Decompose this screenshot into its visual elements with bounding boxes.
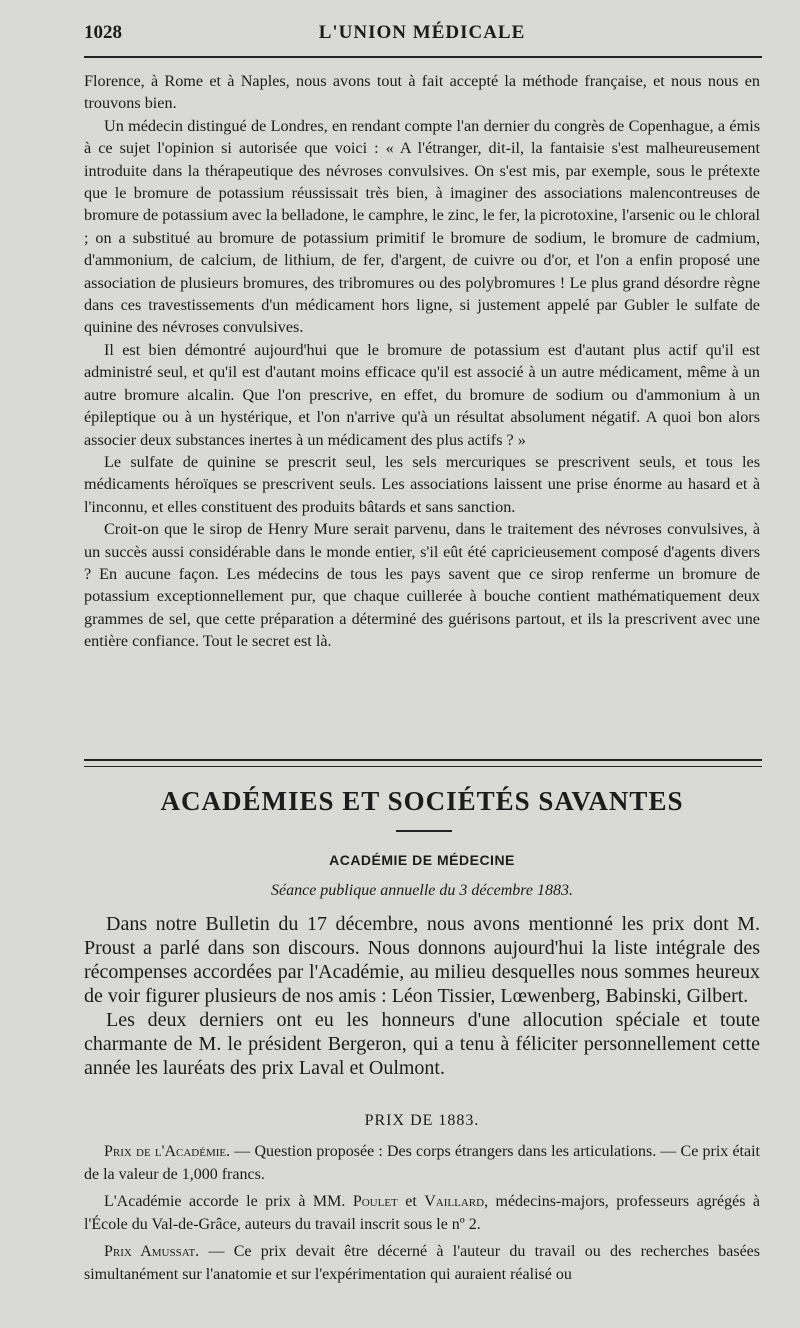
session-subtitle: Séance publique annuelle du 3 décembre 1883. [271, 882, 573, 899]
prize-list [84, 1140, 760, 1290]
award-text: , médecins-majors, professeurs agrégés à l'École du Val-de-Grâce, auteurs du travail inscrit sous le nº 2. [84, 1193, 760, 1233]
paragraph: Un médecin distingué de Londres, en rendant compte l'an dernier du congrès de Copenhague, a émis à ce sujet l'opinion si autorisée que voici : « A l'étranger, dit-il, la fantaisie s'est malheureusement introduite dans la thérapeutique des névroses convulsives. On s'est mis, par exemple, sous le prétexte que le bromure de potassium réussissait très bien, à imaginer des associations malencontreuses de bromure de potassium avec la belladone, le camphre, le zinc, le fer, la picrotoxine, l'arsenic ou le chloral ; on a substitué au bromure de potassium primitif le bromure de sodium, le bromure de cadmium, d'ammonium, de calcium, de lithium, de fer, d'argent, de cuivre ou d'or, et l'on a enfin proposé une association de plusieurs bromures, des tribromures ou des polybromures ! Le plus grand désordre règne dans ces travestissements d'un médicament hors ligne, si justement appelé par Gubler le sulfate de quinine des névroses convulsives. [84, 116, 760, 337]
section-divider [84, 759, 762, 767]
paragraph: Croit-on que le sirop de Henry Mure serait parvenu, dans le traitement des névroses convulsives, à un succès aussi considérable dans le monde entier, s'il eût été capricieusement composé d'agents divers ? En aucune façon. Les médecins de tous les pays savent que ce sirop renferme un bromure de potassium exceptionnellement pur, que chaque cuillerée à bouche contient mathématiquement deux grammes de sel, que cette préparation a déterminé des guérisons partout, et ils la prescrivent avec une entière confiance. Tout le secret est là. [84, 520, 760, 651]
header-rule [84, 56, 762, 58]
prize-name: Prix de l'Académie. [104, 1143, 231, 1160]
award-text: L'Académie accorde le prix à MM. [104, 1193, 353, 1210]
laureate-name: Vaillard [424, 1193, 485, 1210]
prize-entry [84, 1240, 760, 1286]
prize-description: — Question proposée : Des corps étrangers dans les articulations. — Ce prix était de la valeur de 1,000 francs. [84, 1143, 760, 1183]
award-text: et [397, 1193, 425, 1210]
laureate-name: Poulet [352, 1193, 398, 1210]
article-body [84, 70, 760, 653]
academy-heading: ACADÉMIE DE MÉDECINE [329, 852, 515, 868]
paragraph: Le sulfate de quinine se prescrit seul, les sels mercuriques se prescrivent seuls, et tous les médicaments héroïques se prescrivent seuls. Les associations laissent une prise énorme au hasard et à l'inconnu, et elles constituent des produits bâtards et sans sanction. [84, 452, 760, 516]
bulletin-text [84, 912, 760, 1080]
paragraph: Il est bien démontré aujourd'hui que le bromure de potassium est d'autant plus actif qu'il est administré seul, et qu'il est d'autant moins efficace qu'il est associé à un autre médicament, même à un autre bromure alcalin. Que l'on prescrive, en effet, du bromure de sodium ou d'ammonium à un épileptique ou à un hystérique, et l'on n'arrive qu'à un résultat absolument négatif. A quoi bon alors associer deux substances inertes à un médicament des plus actifs ? » [84, 340, 760, 449]
section-title: ACADÉMIES ET SOCIÉTÉS SAVANTES [160, 786, 684, 816]
paragraph: Dans notre Bulletin du 17 décembre, nous avons mentionné les prix dont M. Proust a parlé dans son discours. Nous donnons aujourd'hui la liste intégrale des récompenses accordées par l'Académie, au milieu desquelles nous sommes heureux de voir figurer plusieurs de nos amis : Léon Tissier, Lœwenberg, Babinski, Gilbert. [84, 913, 760, 1007]
prize-award [84, 1190, 760, 1236]
prize-description: — Ce prix devait être décerné à l'auteur du travail ou des recherches basées simultanément sur l'anatomie et sur l'expérimentation qui auraient réalisé ou [84, 1243, 760, 1283]
prize-entry [84, 1140, 760, 1186]
paragraph: Florence, à Rome et à Naples, nous avons tout à fait accepté la méthode française, et nous nous en trouvons bien. [84, 72, 760, 113]
prize-list-heading: PRIX DE 1883. [364, 1112, 480, 1129]
paragraph: Les deux derniers ont eu les honneurs d'une allocution spéciale et toute charmante de M. le président Bergeron, qui a tenu à féliciter personnellement cette année les lauréats des prix Laval et Oulmont. [84, 1009, 760, 1079]
running-title: L'UNION MÉDICALE [318, 22, 526, 43]
prize-name: Prix Amussat. [104, 1243, 200, 1260]
page-number: 1028 [84, 22, 122, 43]
title-underline [396, 830, 452, 832]
page-header [84, 22, 760, 52]
